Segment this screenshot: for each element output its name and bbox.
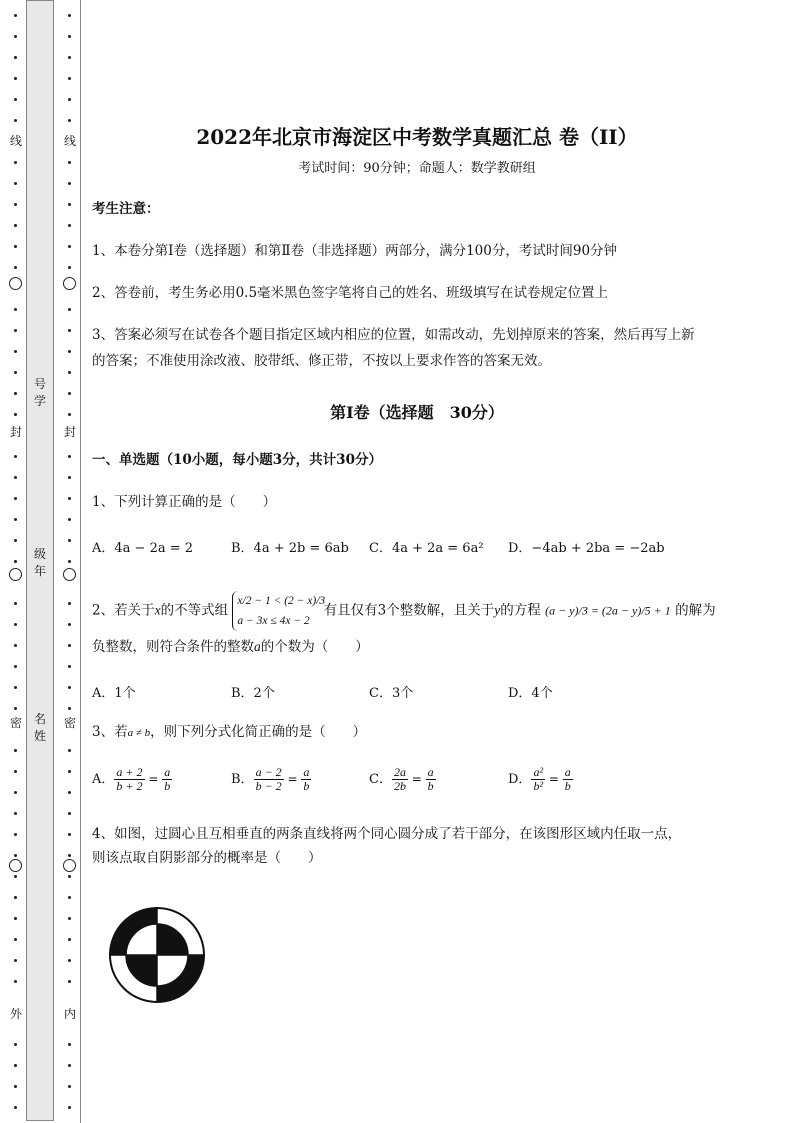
binding-dot [68, 665, 71, 668]
binding-dot [68, 476, 71, 479]
binding-dot [14, 938, 17, 941]
binding-dot [68, 896, 71, 899]
outer-char-feng: 封 [4, 425, 28, 439]
binding-dot [14, 959, 17, 962]
binding-dot [14, 161, 17, 164]
concentric-circles-figure [107, 905, 207, 1005]
q1-option-b: B．4a + 2b = 6ab [231, 541, 349, 556]
q1-option-d: D．−4ab + 2ba = −2ab [508, 541, 665, 556]
binding-dot [68, 959, 71, 962]
binding-dot [68, 224, 71, 227]
binding-dot [14, 476, 17, 479]
binding-dot [68, 245, 71, 248]
binding-dot [68, 539, 71, 542]
binding-dot [14, 35, 17, 38]
binding-dot [68, 308, 71, 311]
binding-circle [63, 277, 76, 290]
field-name: 名 姓 [33, 712, 46, 743]
outer-char-mi: 密 [4, 716, 28, 730]
q2-line2: 负整数，则符合条件的整数a的个数为（ ） [92, 639, 369, 655]
binding-dot [68, 938, 71, 941]
exam-title: 2022年北京市海淀区中考数学真题汇总 卷（II） [196, 125, 638, 149]
inner-char-xian: 线 [58, 134, 82, 148]
q2-option-b: B．2个 [231, 686, 275, 701]
binding-dot [68, 161, 71, 164]
binding-dot [68, 266, 71, 269]
binding-dot [68, 833, 71, 836]
binding-dot [68, 1064, 71, 1067]
q3-option-b: B． $\frac{a - 2}{b - 2}$ = $\frac{a}{b}$ [231, 765, 310, 793]
binding-dot [14, 119, 17, 122]
binding-dot [68, 413, 71, 416]
binding-dot [68, 518, 71, 521]
q2-option-c: C．3个 [369, 686, 414, 701]
binding-dot [14, 518, 17, 521]
binding-dot [14, 1085, 17, 1088]
binding-dot [14, 371, 17, 374]
q3-option-d: D． $\frac{\text{a²}}{\text{b²}}$ = $\frac{a}{b}$ [508, 765, 571, 793]
binding-dot [68, 371, 71, 374]
binding-circle [9, 568, 22, 581]
binding-dot [14, 497, 17, 500]
binding-dot [14, 791, 17, 794]
binding-dot [68, 770, 71, 773]
binding-dot [14, 602, 17, 605]
field-grade: 级 年 [33, 547, 46, 578]
notice-heading: 考生注意： [92, 201, 160, 217]
binding-dot [14, 560, 17, 563]
binding-dot [68, 602, 71, 605]
binding-dot [14, 98, 17, 101]
field-student-number: 号 学 [33, 377, 46, 408]
inner-char-mi: 密 [58, 716, 82, 730]
q1-stem: 1、下列计算正确的是（ ） [92, 494, 277, 510]
binding-dot [68, 623, 71, 626]
binding-dot [14, 812, 17, 815]
binding-dot [68, 119, 71, 122]
binding-dot [14, 539, 17, 542]
inner-binding-line [58, 0, 82, 1123]
notice-item-1: 1、本卷分第I卷（选择题）和第Ⅱ卷（非选择题）两部分，满分100分，考试时间90分钟 [92, 243, 618, 259]
binding-dot [14, 266, 17, 269]
binding-dot [14, 707, 17, 710]
binding-dot [68, 98, 71, 101]
binding-dot [14, 749, 17, 752]
q3-option-c: C． $\frac{2a}{2b}$ = $\frac{a}{b}$ [369, 765, 434, 793]
q2-equation: (a − y)/3 = (2a − y)/5 + 1 [545, 603, 671, 618]
binding-dot [14, 1106, 17, 1109]
binding-dot [68, 14, 71, 17]
q3-option-a: A． $\frac{a + 2}{b + 2}$ = $\frac{a}{b}$ [92, 765, 171, 793]
outer-char-xian: 线 [4, 134, 28, 148]
binding-dot [68, 56, 71, 59]
binding-dot [14, 875, 17, 878]
notice-item-3: 3、答案必须写在试卷各个题目指定区域内相应的位置，如需改动，先划掉原来的答案，然后再写上新 [92, 327, 695, 343]
binding-dot [68, 35, 71, 38]
binding-dot [14, 896, 17, 899]
q2-option-a: A．1个 [92, 686, 136, 701]
binding-dot [14, 644, 17, 647]
binding-dot [14, 77, 17, 80]
binding-dot [68, 497, 71, 500]
section-title: 第I卷（选择题 30分） [330, 403, 504, 422]
binding-dot [14, 854, 17, 857]
inner-char-feng: 封 [58, 425, 82, 439]
notice-item-3-cont: 的答案；不准使用涂改液、胶带纸、修正带，不按以上要求作答的答案无效。 [92, 353, 551, 369]
q1-option-c: C．4a + 2a = 6a² [369, 541, 484, 556]
binding-dot [68, 455, 71, 458]
binding-dot [68, 875, 71, 878]
binding-dot [14, 413, 17, 416]
q4-line2: 则该点取自阴影部分的概率是（ ） [92, 850, 322, 866]
q1-option-a: A．4a − 2a = 2 [92, 541, 194, 556]
binding-dot [14, 350, 17, 353]
binding-dot [14, 917, 17, 920]
outer-char-wai: 外 [4, 1007, 28, 1021]
q2-line1: 2、若关于x的不等式组 x/2 − 1 < (2 − x)/3 a − 3x ≤ 4x − 2 有且仅有3个整数解，且关于y的方程 (a − y)/3 = (2a − y)/5 + 1 的解为 [92, 591, 716, 631]
binding-dot [14, 182, 17, 185]
binding-dot [14, 392, 17, 395]
binding-dot [68, 854, 71, 857]
margin-divider [80, 0, 81, 1123]
binding-dot [68, 1085, 71, 1088]
binding-dot [14, 308, 17, 311]
binding-dot [68, 1043, 71, 1046]
binding-dot [68, 560, 71, 563]
binding-dot [68, 77, 71, 80]
binding-dot [14, 623, 17, 626]
binding-dot [68, 644, 71, 647]
binding-dot [14, 455, 17, 458]
student-info-strip [26, 0, 54, 1121]
binding-dot [68, 980, 71, 983]
binding-dot [68, 812, 71, 815]
binding-dot [14, 14, 17, 17]
binding-dot [14, 833, 17, 836]
q4-line1: 4、如图，过圆心且互相垂直的两条直线将两个同心圆分成了若干部分，在该图形区域内任取一点， [92, 826, 682, 842]
binding-circle [63, 568, 76, 581]
binding-dot [68, 203, 71, 206]
exam-subtitle: 考试时间：90分钟；命题人：数学教研组 [298, 161, 536, 176]
binding-dot [14, 686, 17, 689]
notice-item-2: 2、答卷前，考生务必用0.5毫米黑色签字笔将自己的姓名、班级填写在试卷规定位置上 [92, 285, 609, 301]
binding-dot [14, 980, 17, 983]
binding-dot [14, 770, 17, 773]
binding-dot [14, 1043, 17, 1046]
binding-dot [14, 56, 17, 59]
binding-dot [68, 707, 71, 710]
binding-dot [68, 392, 71, 395]
q3-stem: 3、若a ≠ b，则下列分式化简正确的是（ ） [92, 724, 367, 740]
binding-circle [63, 859, 76, 872]
binding-dot [14, 224, 17, 227]
binding-dot [68, 182, 71, 185]
outer-binding-line [4, 0, 28, 1123]
binding-dot [68, 1106, 71, 1109]
binding-circle [9, 859, 22, 872]
binding-dot [68, 749, 71, 752]
inner-char-nei: 内 [58, 1007, 82, 1021]
binding-dot [14, 665, 17, 668]
binding-dot [68, 686, 71, 689]
q2-option-d: D．4个 [508, 686, 553, 701]
binding-dot [68, 791, 71, 794]
binding-dot [14, 203, 17, 206]
binding-dot [68, 350, 71, 353]
inequality-system: x/2 − 1 < (2 − x)/3 a − 3x ≤ 4x − 2 [232, 591, 319, 631]
binding-circle [9, 277, 22, 290]
part-heading: 一、单选题（10小题，每小题3分，共计30分） [92, 452, 382, 468]
binding-dot [14, 1064, 17, 1067]
binding-dot [14, 329, 17, 332]
binding-dot [68, 329, 71, 332]
binding-dot [68, 917, 71, 920]
binding-dot [14, 245, 17, 248]
